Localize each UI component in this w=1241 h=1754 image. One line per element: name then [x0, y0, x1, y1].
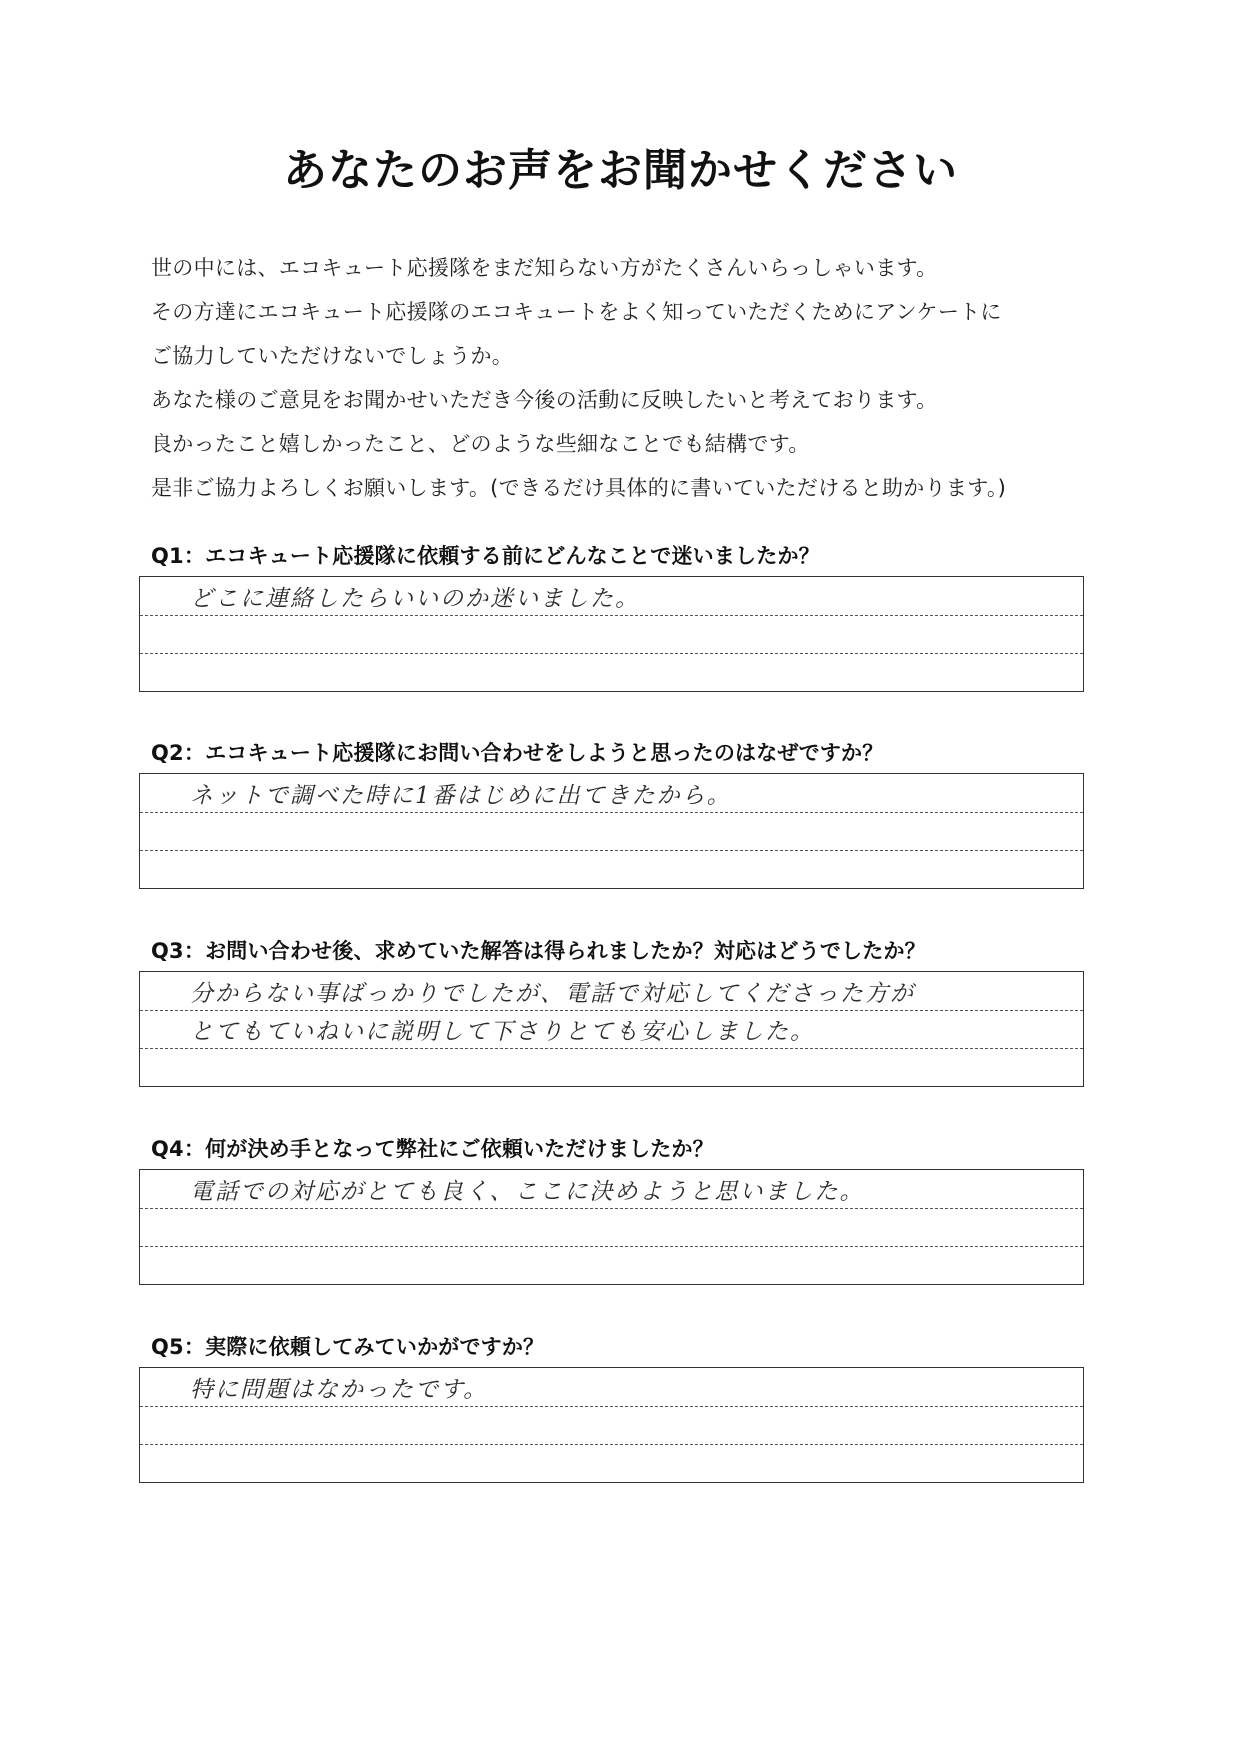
handwritten-answer: 分からない事ばっかりでしたが、電話で対応してくださった方が [190, 980, 915, 1007]
answer-line [140, 1049, 1083, 1088]
answer-line [140, 616, 1083, 655]
question-5 [139, 1331, 1084, 1483]
answer-line [140, 1445, 1083, 1484]
handwritten-answer: とてもていねいに説明して下さりとても安心しました。 [190, 1019, 815, 1045]
answer-line [140, 1011, 1083, 1050]
question-label: Q3：お問い合わせ後、求めていた解答は得られましたか？対応はどうでしたか？ [151, 939, 926, 963]
handwritten-answer: 特に問題はなかったです。 [190, 1376, 489, 1403]
question-label: Q1：エコキュート応援隊に依頼する前にどんなことで迷いましたか？ [151, 544, 820, 568]
handwritten-answer: ネットで調べた時に1番はじめに出てきたから。 [190, 782, 732, 809]
question-3 [139, 935, 1084, 1087]
answer-line [140, 577, 1083, 616]
intro-text [151, 246, 1111, 510]
answer-box [139, 1367, 1084, 1483]
question-label: Q4：何が決め手となって弊社にご依頼いただけましたか？ [151, 1137, 714, 1161]
question-label: Q2：エコキュート応援隊にお問い合わせをしようと思ったのはなぜですか？ [151, 741, 884, 765]
question-label: Q5：実際に依頼してみていかがですか？ [151, 1335, 545, 1359]
answer-box [139, 576, 1084, 692]
intro-line: 是非ご協力よろしくお願いします。(できるだけ具体的に書いていただけると助かります。) [151, 476, 1007, 500]
answer-line [140, 1407, 1083, 1446]
answer-line [140, 851, 1083, 890]
answer-box [139, 971, 1084, 1087]
answer-line [140, 813, 1083, 852]
intro-line: 世の中には、エコキュート応援隊をまだ知らない方がたくさんいらっしゃいます。 [151, 256, 938, 280]
intro-line: ご協力していただけないでしょうか。 [151, 344, 514, 368]
question-2 [139, 737, 1084, 889]
handwritten-answer: 電話での対応がとても良く、ここに決めようと思いました。 [190, 1178, 865, 1205]
answer-line [140, 654, 1083, 693]
answer-line [140, 972, 1083, 1011]
answer-box [139, 773, 1084, 889]
answer-line [140, 1368, 1083, 1407]
answer-line [140, 1170, 1083, 1209]
page-title: あなたのお声をお聞かせください [283, 145, 958, 196]
question-1 [139, 540, 1084, 692]
intro-line: あなた様のご意見をお聞かせいただき今後の活動に反映したいと考えております。 [151, 388, 938, 412]
answer-line [140, 1247, 1083, 1286]
answer-line [140, 1209, 1083, 1248]
intro-line: その方達にエコキュート応援隊のエコキュートをよく知っていただくためにアンケートに [151, 300, 1002, 324]
answer-box [139, 1169, 1084, 1285]
intro-line: 良かったこと嬉しかったこと、どのような些細なことでも結構です。 [151, 432, 810, 456]
question-4 [139, 1133, 1084, 1285]
answer-line [140, 774, 1083, 813]
handwritten-answer: どこに連絡したらいいのか迷いました。 [190, 585, 640, 612]
